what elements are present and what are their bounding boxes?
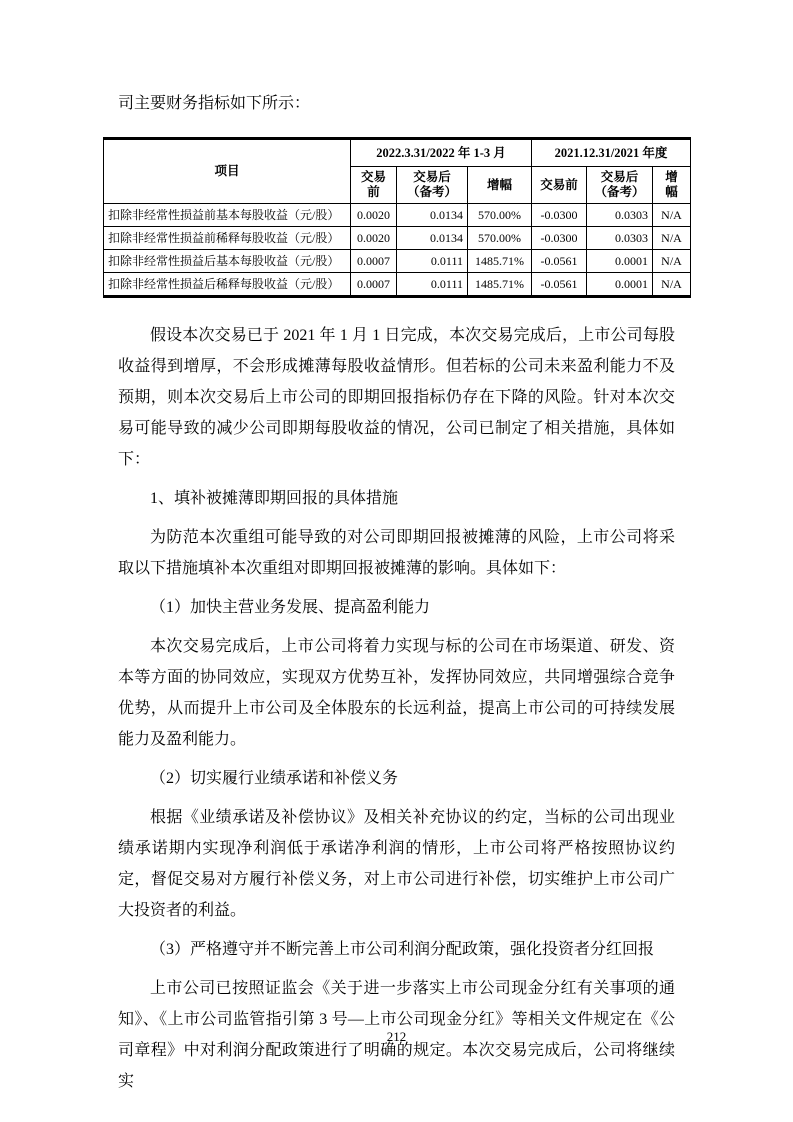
table-cell: N/A [653, 250, 691, 273]
header-pre-deal-1: 交易 前 [351, 167, 397, 204]
table-cell: 0.0020 [351, 204, 397, 227]
paragraph-assumption: 假设本次交易已于 2021 年 1 月 1 日完成，本次交易完成后，上市公司每股收益得到增厚，不会形成摊薄每股收益情形。但若标的公司未来盈利能力不及预期，则本次交易后上市公司的即期回报指标仍存在下降的风险。针对本次交易可能导致的减少公司即期每股收益的情况，公司已制定了相关措施，具体如下： [118, 327, 675, 468]
table-cell: 0.0134 [397, 227, 468, 250]
table-cell: 0.0001 [587, 250, 653, 273]
table-row [104, 204, 691, 227]
table-row [104, 227, 691, 250]
table-cell: 1485.71% [468, 250, 532, 273]
paragraph-compensation: 根据《业绩承诺及补偿协议》及相关补充协议的约定，当标的公司出现业绩承诺期内实现净利润低于承诺净利润的情形，上市公司将严格按照协议约定，督促交易对方履行补偿义务，对上市公司进行补偿，切实维护上市公司广大投资者的利益。 [118, 809, 675, 919]
table-cell: 0.0134 [397, 204, 468, 227]
table-cell: 570.00% [468, 204, 532, 227]
table-cell: 1485.71% [468, 273, 532, 297]
row-label: 扣除非经常性损益前基本每股收益（元/股） [104, 204, 351, 227]
section-heading-1-1: （1）加快主营业务发展、提高盈利能力 [150, 599, 431, 616]
header-pre-deal-2: 交易前 [532, 167, 587, 204]
section-heading-1-3: （3）严格遵守并不断完善上市公司利润分配政策，强化投资者分红回报 [150, 941, 655, 958]
financial-indicators-table [103, 137, 691, 298]
header-post-deal-1: 交易后 （备考） [397, 167, 468, 204]
paragraph-synergy: 本次交易完成后，上市公司将着力实现与标的公司在市场渠道、研发、资本等方面的协同效应，实现双方优势互补，发挥协同效应，共同增强综合竞争优势，从而提升上市公司及全体股东的长远利益，提高上市公司的可持续发展能力及盈利能力。 [118, 638, 675, 748]
table-cell: 0.0303 [587, 227, 653, 250]
table-cell: N/A [653, 273, 691, 297]
header-item: 项目 [104, 139, 351, 204]
page-number: 212 [386, 1029, 407, 1044]
table-header-row-groups [104, 139, 691, 167]
section-heading-1: 1、填补被摊薄即期回报的具体措施 [150, 490, 399, 507]
paragraph-dividend-policy: 上市公司已按照证监会《关于进一步落实上市公司现金分红有关事项的通知》、《上市公司监管指引第 3 号—上市公司现金分红》等相关文件规定在《公司章程》中对利润分配政策进行了明确的规定。本次交易完成后，公司将继续实 [118, 980, 675, 1090]
row-label: 扣除非经常性损益后稀释每股收益（元/股） [104, 273, 351, 297]
table-cell: 0.0111 [397, 250, 468, 273]
table-cell: 570.00% [468, 227, 532, 250]
table-wrapper [103, 137, 682, 298]
intro-text: 司主要财务指标如下所示： [118, 95, 311, 112]
table-row [104, 250, 691, 273]
table-cell: 0.0020 [351, 227, 397, 250]
header-post-deal-2: 交易后 （备考） [587, 167, 653, 204]
table-cell: 0.0303 [587, 204, 653, 227]
table-cell: 0.0001 [587, 273, 653, 297]
table-cell: -0.0561 [532, 250, 587, 273]
header-change-2: 增 幅 [653, 167, 691, 204]
table-cell: N/A [653, 204, 691, 227]
table-cell: 0.0007 [351, 250, 397, 273]
row-label: 扣除非经常性损益前稀释每股收益（元/股） [104, 227, 351, 250]
header-period-2021: 2021.12.31/2021 年度 [532, 139, 691, 167]
table-cell: 0.0111 [397, 273, 468, 297]
table-cell: -0.0300 [532, 204, 587, 227]
paragraph-measures-intro: 为防范本次重组可能导致的对公司即期回报被摊薄的风险，上市公司将采取以下措施填补本次重组对即期回报被摊薄的影响。具体如下： [118, 529, 675, 577]
table-cell: -0.0561 [532, 273, 587, 297]
header-change-1: 增幅 [468, 167, 532, 204]
table-row [104, 273, 691, 297]
header-period-2022: 2022.3.31/2022 年 1-3 月 [351, 139, 532, 167]
row-label: 扣除非经常性损益后基本每股收益（元/股） [104, 250, 351, 273]
table-cell: 0.0007 [351, 273, 397, 297]
table-cell: N/A [653, 227, 691, 250]
section-heading-1-2: （2）切实履行业绩承诺和补偿义务 [150, 770, 399, 787]
table-cell: -0.0300 [532, 227, 587, 250]
